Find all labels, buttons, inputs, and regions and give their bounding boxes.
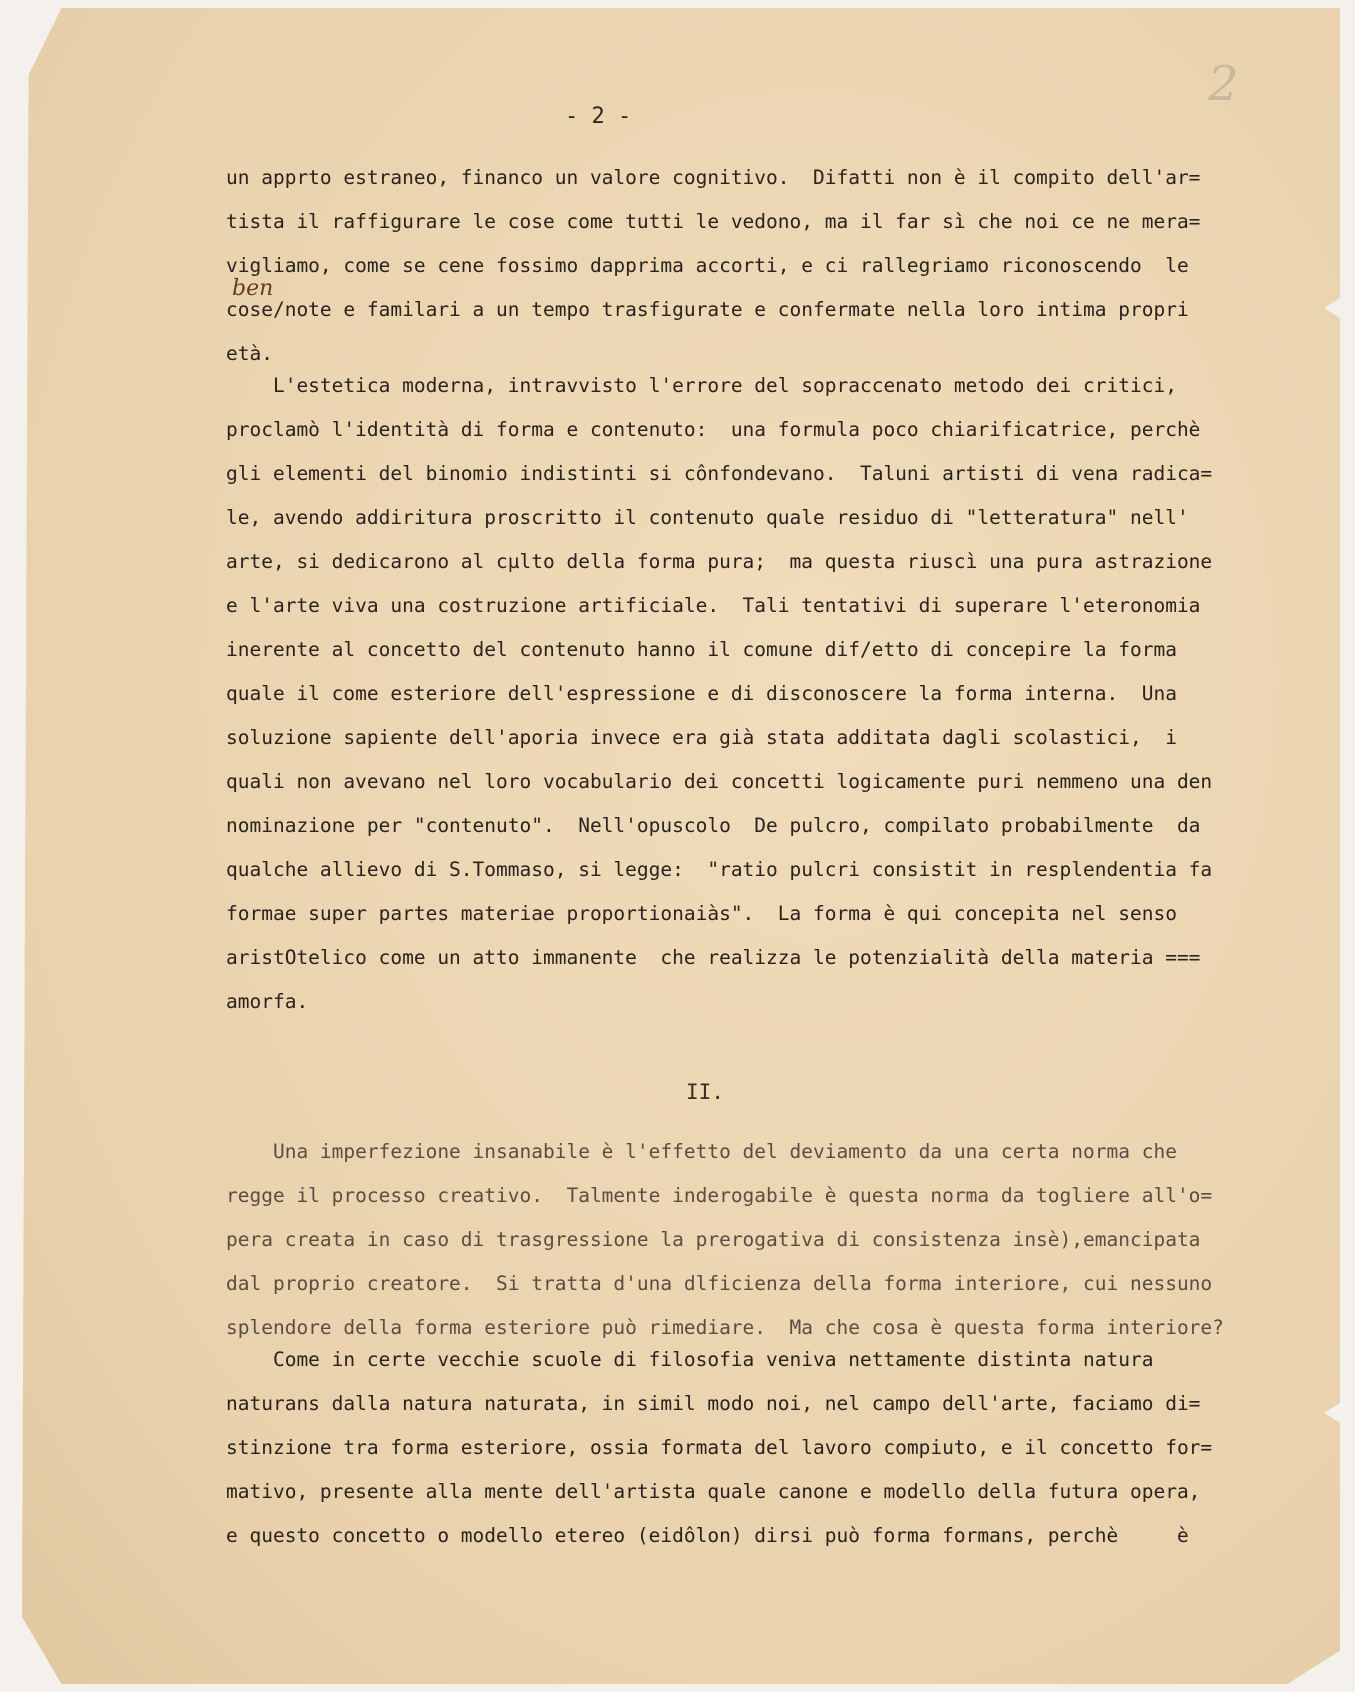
text-line: dal proprio creatore. Si tratta d'una dlficienza della forma interiore, cui nessuno <box>226 1272 1213 1295</box>
text-line: Una imperfezione insanabile è l'effetto del deviamento da una certa norma che <box>226 1140 1177 1163</box>
text-line: le, avendo addiritura proscritto il contenuto quale residuo di "letteratura" nell' <box>226 506 1189 529</box>
text-line: splendore della forma esteriore può rimediare. Ma che cosa è questa forma interiore? <box>226 1316 1224 1339</box>
text-line: gli elementi del binomio indistinti si cônfondevano. Taluni artisti di vena radica= <box>226 462 1213 485</box>
text-line: un apprto estraneo, financo un valore cognitivo. Difatti non è il compito dell'ar= <box>226 166 1201 189</box>
text-line: L'estetica moderna, intravvisto l'errore del sopraccenato metodo dei critici, <box>226 374 1177 397</box>
text-line: aristOtelico come un atto immanente che realizza le potenzialità della materia === <box>226 946 1201 969</box>
text-line: regge il processo creativo. Talmente inderogabile è questa norma da togliere all'o= <box>226 1184 1213 1207</box>
handwritten-annotation: ben <box>232 276 274 301</box>
paragraph-4 <box>226 1338 1336 1558</box>
section-heading: II. <box>686 1080 724 1104</box>
handwritten-page-mark: 2 <box>1208 56 1239 112</box>
text-line: cose/note e familari a un tempo trasfigurate e confermate nella loro intima propri <box>226 298 1189 321</box>
text-line: pera creata in caso di trasgressione la prerogativa di consistenza insè),emancipata <box>226 1228 1201 1251</box>
text-line: formae super partes materiae proportionaiàs". La forma è qui concepita nel senso <box>226 902 1177 925</box>
paragraph-3 <box>226 1130 1336 1350</box>
text-line: inerente al concetto del contenuto hanno il comune dif/etto di concepire la forma <box>226 638 1177 661</box>
text-line: quali non avevano nel loro vocabulario dei concetti logicamente puri nemmeno una den <box>226 770 1213 793</box>
text-line: quale il come esteriore dell'espressione e di disconoscere la forma interna. Una <box>226 682 1177 705</box>
text-line: qualche allievo di S.Tommaso, si legge: "ratio pulcri consistit in resplendentia fa <box>226 858 1213 881</box>
text-line: e l'arte viva una costruzione artificiale. Tali tentativi di superare l'eteronomia <box>226 594 1201 617</box>
text-line: età. <box>226 342 273 365</box>
text-line: mativo, presente alla mente dell'artista quale canone e modello della futura opera, <box>226 1480 1201 1503</box>
text-line: Come in certe vecchie scuole di filosofia veniva nettamente distinta natura <box>226 1348 1154 1371</box>
text-line: soluzione sapiente dell'aporia invece era già stata additata dagli scolastici, i <box>226 726 1177 749</box>
page-number: - 2 - <box>565 104 632 129</box>
paragraph-1 <box>226 156 1336 376</box>
text-line: stinzione tra forma esteriore, ossia formata del lavoro compiuto, e il concetto for= <box>226 1436 1213 1459</box>
text-line: amorfa. <box>226 990 309 1013</box>
text-line: vigliamo, come se cene fossimo dapprima accorti, e ci rallegriamo riconoscendo le <box>226 254 1189 277</box>
text-line: e questo concetto o modello etereo (eidôlon) dirsi può forma formans, perchè è <box>226 1524 1189 1547</box>
text-line: arte, si dedicarono al cµlto della forma pura; ma questa riuscì una pura astrazione <box>226 550 1213 573</box>
text-line: naturans dalla natura naturata, in simil modo noi, nel campo dell'arte, faciamo di= <box>226 1392 1201 1415</box>
text-line: tista il raffigurare le cose come tutti le vedono, ma il far sì che noi ce ne mera= <box>226 210 1201 233</box>
text-line: nominazione per "contenuto". Nell'opuscolo De pulcro, compilato probabilmente da <box>226 814 1201 837</box>
text-line: proclamò l'identità di forma e contenuto: una formula poco chiarificatrice, perchè <box>226 418 1201 441</box>
paragraph-2 <box>226 364 1336 1024</box>
